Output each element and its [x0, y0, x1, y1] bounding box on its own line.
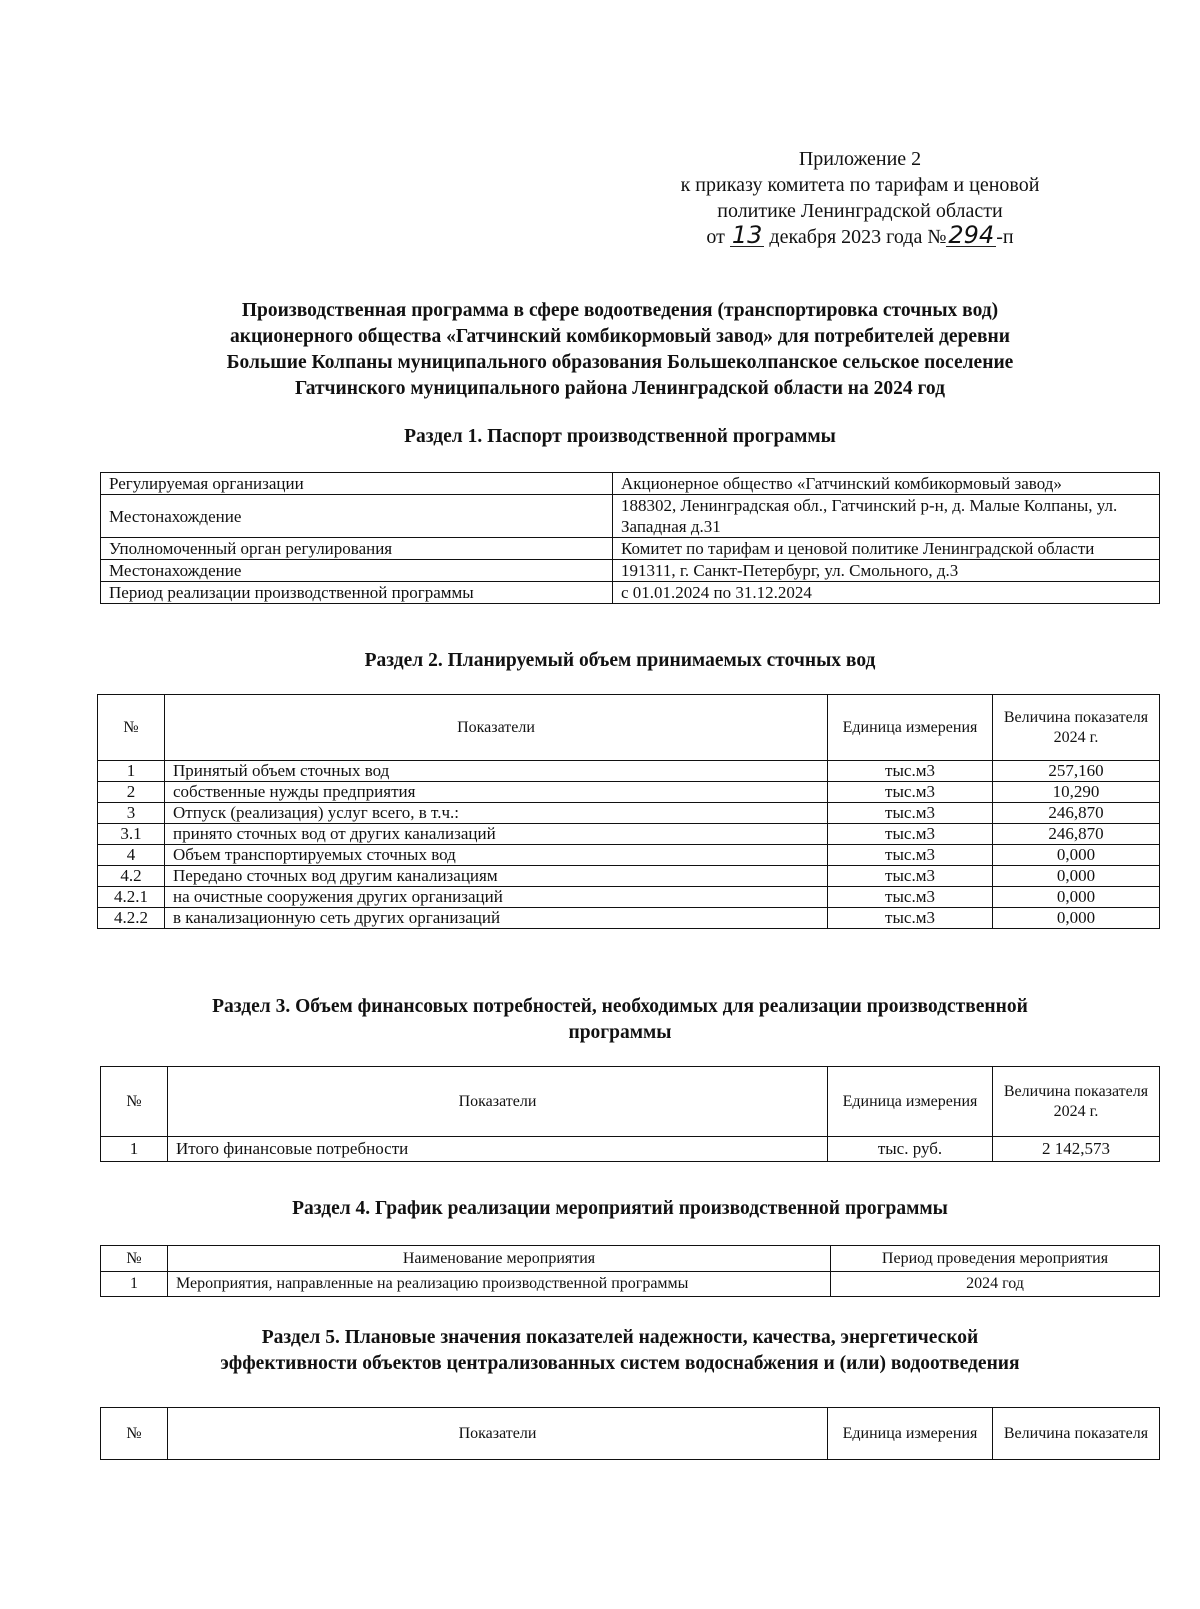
cell-name: собственные нужды предприятия — [165, 782, 828, 803]
schedule-table — [100, 1245, 1160, 1297]
cell-value: 0,000 — [993, 908, 1160, 929]
passport-value: Комитет по тарифам и ценовой политике Ленинградской области — [613, 538, 1160, 560]
cell-value: 0,000 — [993, 887, 1160, 908]
reliability-indicators-table — [100, 1407, 1160, 1460]
table-row — [101, 1137, 1160, 1162]
section-3-heading-line-2: программы — [568, 1022, 672, 1043]
col-header-name: Показатели — [165, 695, 828, 761]
cell-name: в канализационную сеть других организаций — [165, 908, 828, 929]
table-row — [101, 582, 1160, 604]
section-2-heading-text: Раздел 2. Планируемый объем принимаемых сточных вод — [364, 650, 876, 671]
cell-name: Принятый объем сточных вод — [165, 761, 828, 782]
cell-period: 2024 год — [831, 1272, 1160, 1297]
cell-num: 1 — [101, 1272, 168, 1297]
section-3-heading — [100, 994, 1140, 1046]
cell-name: Передано сточных вод другим канализациям — [165, 866, 828, 887]
cell-num: 4.2 — [98, 866, 165, 887]
cell-unit: тыс.м3 — [828, 866, 993, 887]
appendix-order-ref: к приказу комитета по тарифам и ценовой — [680, 174, 1040, 196]
date-middle: декабря 2023 года № — [769, 226, 947, 248]
table-row — [101, 495, 1160, 538]
appendix-date-line — [560, 221, 1160, 250]
appendix-committee: политике Ленинградской области — [717, 200, 1003, 222]
col-header-period: Период проведения мероприятия — [831, 1246, 1160, 1272]
cell-name: Отпуск (реализация) услуг всего, в т.ч.: — [165, 803, 828, 824]
cell-name: Объем транспортируемых сточных вод — [165, 845, 828, 866]
table-row — [101, 473, 1160, 495]
cell-num: 4.2.2 — [98, 908, 165, 929]
appendix-label: Приложение 2 — [798, 148, 922, 170]
wastewater-volume-body — [98, 761, 1160, 929]
section-3-heading-line-1: Раздел 3. Объем финансовых потребностей, необходимых для реализации производственной — [212, 996, 1028, 1017]
passport-value: 188302, Ленинградская обл., Гатчинский р-н, д. Малые Колпаны, ул. Западная д.31 — [613, 495, 1160, 538]
cell-unit: тыс.м3 — [828, 761, 993, 782]
appendix-header — [560, 146, 1160, 250]
cell-num: 1 — [98, 761, 165, 782]
cell-value: 2 142,573 — [993, 1137, 1160, 1162]
title-line-1: Производственная программа в сфере водоотведения (транспортировка сточных вод) — [241, 300, 999, 321]
cell-unit: тыс.м3 — [828, 782, 993, 803]
cell-name: на очистные сооружения других организаций — [165, 887, 828, 908]
passport-key: Местонахождение — [101, 560, 613, 582]
document-title — [100, 298, 1140, 402]
cell-unit: тыс.м3 — [828, 803, 993, 824]
col-header-name: Показатели — [168, 1067, 828, 1137]
passport-value: с 01.01.2024 по 31.12.2024 — [613, 582, 1160, 604]
table-row — [101, 560, 1160, 582]
title-line-3: Большие Колпаны муниципального образования Большеколпанское сельское поселение — [226, 352, 1014, 373]
section-1-heading-text: Раздел 1. Паспорт производственной программы — [404, 426, 836, 447]
table-row — [98, 824, 1160, 845]
cell-unit: тыс. руб. — [828, 1137, 993, 1162]
col-header-unit: Единица измерения — [828, 695, 993, 761]
col-header-unit: Единица измерения — [828, 1408, 993, 1460]
table-row — [98, 908, 1160, 929]
table-row — [98, 803, 1160, 824]
table-row — [98, 866, 1160, 887]
table-row — [101, 538, 1160, 560]
col-header-value: Величина показателя 2024 г. — [993, 1067, 1160, 1137]
handwritten-day: 13 — [731, 221, 763, 249]
cell-value: 246,870 — [993, 824, 1160, 845]
cell-num: 4.2.1 — [98, 887, 165, 908]
passport-value: 191311, г. Санкт-Петербург, ул. Смольного, д.3 — [613, 560, 1160, 582]
table-header-row — [101, 1067, 1160, 1137]
passport-key: Уполномоченный орган регулирования — [101, 538, 613, 560]
cell-num: 1 — [101, 1137, 168, 1162]
table-row — [101, 1272, 1160, 1297]
passport-value: Акционерное общество «Гатчинский комбикормовый завод» — [613, 473, 1160, 495]
table-header-row — [101, 1408, 1160, 1460]
handwritten-number: 294 — [948, 221, 995, 249]
col-header-num: № — [98, 695, 165, 761]
col-header-value: Величина показателя — [993, 1408, 1160, 1460]
passport-table — [100, 472, 1160, 604]
cell-value: 246,870 — [993, 803, 1160, 824]
col-header-value: Величина показателя 2024 г. — [993, 695, 1160, 761]
cell-unit: тыс.м3 — [828, 845, 993, 866]
col-header-num: № — [101, 1246, 168, 1272]
cell-value: 0,000 — [993, 866, 1160, 887]
cell-num: 3.1 — [98, 824, 165, 845]
table-header-row — [98, 695, 1160, 761]
passport-key: Местонахождение — [101, 495, 613, 538]
col-header-name: Показатели — [168, 1408, 828, 1460]
cell-value: 10,290 — [993, 782, 1160, 803]
cell-unit: тыс.м3 — [828, 908, 993, 929]
date-prefix: от — [706, 226, 725, 248]
passport-key: Регулируемая организации — [101, 473, 613, 495]
table-row — [98, 761, 1160, 782]
section-5-heading-line-1: Раздел 5. Плановые значения показателей надежности, качества, энергетической — [261, 1327, 979, 1348]
cell-num: 4 — [98, 845, 165, 866]
wastewater-volume-table — [97, 694, 1160, 929]
col-header-num: № — [101, 1408, 168, 1460]
cell-name: Мероприятия, направленные на реализацию производственной программы — [168, 1272, 831, 1297]
table-row — [98, 887, 1160, 908]
cell-value: 257,160 — [993, 761, 1160, 782]
section-4-heading — [100, 1196, 1140, 1222]
table-header-row — [101, 1246, 1160, 1272]
cell-unit: тыс.м3 — [828, 887, 993, 908]
number-suffix: -п — [996, 226, 1014, 248]
table-row — [98, 845, 1160, 866]
cell-name: Итого финансовые потребности — [168, 1137, 828, 1162]
section-1-heading — [100, 424, 1140, 450]
col-header-unit: Единица измерения — [828, 1067, 993, 1137]
cell-num: 3 — [98, 803, 165, 824]
section-5-heading — [100, 1325, 1140, 1377]
title-line-2: акционерного общества «Гатчинский комбикормовый завод» для потребителей деревни — [229, 326, 1011, 347]
section-4-heading-text: Раздел 4. График реализации мероприятий производственной программы — [292, 1198, 948, 1219]
col-header-name: Наименование мероприятия — [168, 1246, 831, 1272]
cell-value: 0,000 — [993, 845, 1160, 866]
section-5-heading-line-2: эффективности объектов централизованных систем водоснабжения и (или) водоотведения — [220, 1353, 1020, 1374]
title-line-4: Гатчинского муниципального района Ленинградской области на 2024 год — [295, 378, 945, 399]
cell-unit: тыс.м3 — [828, 824, 993, 845]
cell-num: 2 — [98, 782, 165, 803]
table-row — [98, 782, 1160, 803]
section-2-heading — [100, 648, 1140, 674]
financial-needs-table — [100, 1066, 1160, 1162]
col-header-num: № — [101, 1067, 168, 1137]
passport-key: Период реализации производственной программы — [101, 582, 613, 604]
cell-name: принято сточных вод от других канализаций — [165, 824, 828, 845]
